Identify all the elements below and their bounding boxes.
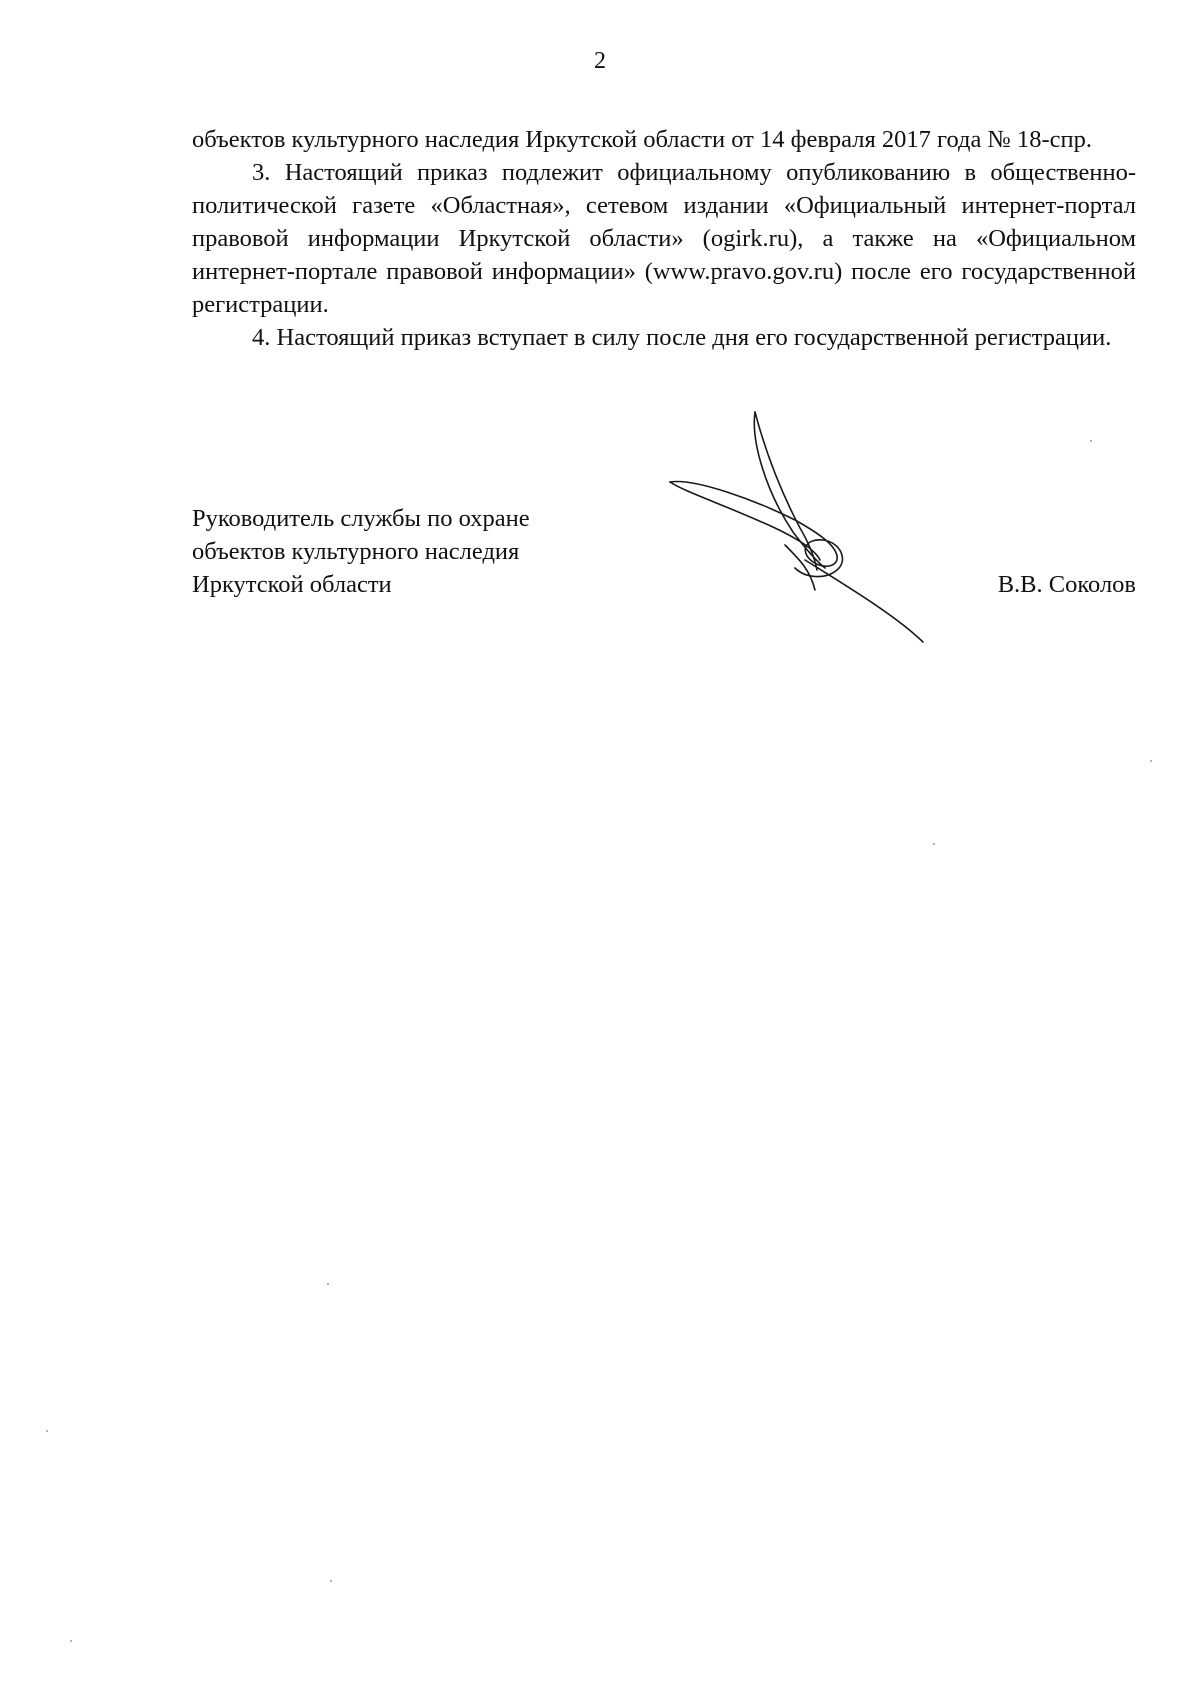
scan-speck — [1090, 440, 1092, 442]
scan-speck — [933, 843, 935, 845]
signer-name: В.В. Соколов — [997, 571, 1136, 598]
document-body — [192, 123, 1136, 354]
paragraph-item-3: 3. Настоящий приказ подлежит официальному опубликованию в общественно-политической газете «Областная», сетевом издании «Официальный интернет-портал правовой информации Иркутской области» (ogirk.ru), а также на «Официальном интернет-портале правовой информации» (www.pravo.gov.ru) после его государственной регистрации. — [192, 159, 1136, 318]
scan-speck — [46, 1430, 48, 1432]
scan-speck — [330, 1580, 332, 1582]
signature-stroke — [754, 412, 825, 568]
scan-speck — [70, 1640, 72, 1642]
handwritten-signature — [665, 410, 935, 645]
position-line: Иркутской области — [192, 571, 392, 598]
signatory-position — [192, 502, 692, 601]
paragraph-continuation: объектов культурного наследия Иркутской области от 14 февраля 2017 года № 18-спр. — [192, 126, 1092, 153]
signature-stroke — [785, 545, 815, 590]
scan-speck — [327, 1283, 329, 1285]
scan-speck — [1150, 760, 1152, 762]
page-number: 2 — [594, 48, 606, 74]
position-line: объектов культурного наследия — [192, 538, 520, 565]
signature-stroke — [670, 482, 842, 577]
position-line: Руководитель службы по охране — [192, 505, 530, 532]
paragraph-item-4: 4. Настоящий приказ вступает в силу после дня его государственной регистрации. — [252, 324, 1112, 351]
